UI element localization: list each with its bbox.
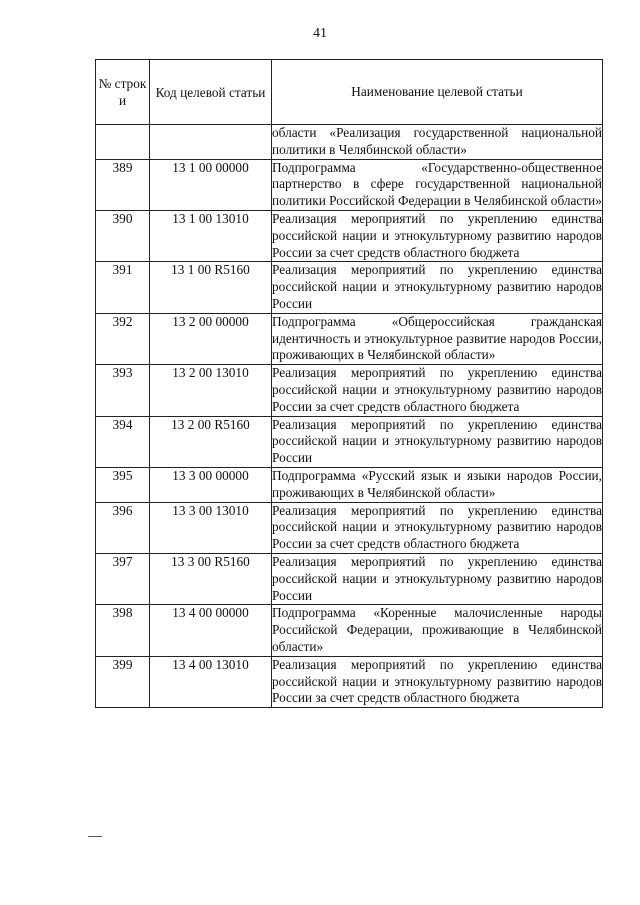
header-article-name: Наименование целевой статьи — [272, 60, 603, 125]
row-number-cell: 389 — [96, 159, 150, 210]
article-name-cell: Реализация мероприятий по укреплению единства российской нации и этнокультурному развитию народов России за счет средств областного бюджета — [272, 210, 603, 261]
table-row — [96, 159, 603, 210]
article-code-cell: 13 1 00 13010 — [150, 210, 272, 261]
page-edge-mark — [88, 836, 102, 837]
article-code-cell: 13 1 00 00000 — [150, 159, 272, 210]
table-row — [96, 313, 603, 364]
header-row-number: № строк и — [96, 60, 150, 125]
continuation-name-cell: области «Реализация государственной национальной политики в Челябинской области» — [272, 125, 603, 160]
article-code-cell: 13 3 00 R5160 — [150, 553, 272, 604]
row-number-cell: 392 — [96, 313, 150, 364]
article-name-cell: Подпрограмма «Русский язык и языки народов России, проживающих в Челябинской области» — [272, 467, 603, 502]
article-code-cell: 13 2 00 R5160 — [150, 416, 272, 467]
continuation-num-cell — [96, 125, 150, 160]
table-row — [96, 262, 603, 313]
article-code-cell: 13 1 00 R5160 — [150, 262, 272, 313]
article-name-cell: Подпрограмма «Общероссийская гражданская идентичность и этнокультурное развитие народов России, проживающих в Челябинской области» — [272, 313, 603, 364]
table-row — [96, 605, 603, 656]
row-number-cell: 395 — [96, 467, 150, 502]
table-row — [96, 502, 603, 553]
row-number-cell: 396 — [96, 502, 150, 553]
page-number: 41 — [313, 26, 327, 41]
article-name-cell: Реализация мероприятий по укреплению единства российской нации и этнокультурному развитию народов России — [272, 553, 603, 604]
row-number-cell: 394 — [96, 416, 150, 467]
continuation-row — [96, 125, 603, 160]
table-row — [96, 467, 603, 502]
row-number-cell: 391 — [96, 262, 150, 313]
table-row — [96, 210, 603, 261]
header-article-code: Код целевой статьи — [150, 60, 272, 125]
article-code-cell: 13 2 00 13010 — [150, 365, 272, 416]
article-name-cell: Подпрограмма «Коренные малочисленные народы Российской Федерации, проживающие в Челябинской области» — [272, 605, 603, 656]
article-code-cell: 13 4 00 00000 — [150, 605, 272, 656]
article-name-cell: Реализация мероприятий по укреплению единства российской нации и этнокультурному развитию народов России — [272, 416, 603, 467]
table-row — [96, 416, 603, 467]
target-articles-table — [95, 59, 603, 708]
table-row — [96, 553, 603, 604]
row-number-cell: 399 — [96, 656, 150, 707]
table-body — [96, 125, 603, 708]
table-row — [96, 656, 603, 707]
article-name-cell: Реализация мероприятий по укреплению единства российской нации и этнокультурному развитию народов России за счет средств областного бюджета — [272, 656, 603, 707]
row-number-cell: 398 — [96, 605, 150, 656]
article-code-cell: 13 3 00 13010 — [150, 502, 272, 553]
article-name-cell: Подпрограмма «Государственно-общественное партнерство в сфере государственной национальной политики Российской Федерации в Челябинской области» — [272, 159, 603, 210]
row-number-cell: 397 — [96, 553, 150, 604]
article-code-cell: 13 3 00 00000 — [150, 467, 272, 502]
article-name-cell: Реализация мероприятий по укреплению единства российской нации и этнокультурному развитию народов России за счет средств областного бюджета — [272, 502, 603, 553]
row-number-cell: 393 — [96, 365, 150, 416]
article-code-cell: 13 2 00 00000 — [150, 313, 272, 364]
article-name-cell: Реализация мероприятий по укреплению единства российской нации и этнокультурному развитию народов России — [272, 262, 603, 313]
table-row — [96, 365, 603, 416]
table-header-row — [96, 60, 603, 125]
row-number-cell: 390 — [96, 210, 150, 261]
article-name-cell: Реализация мероприятий по укреплению единства российской нации и этнокультурному развитию народов России за счет средств областного бюджета — [272, 365, 603, 416]
article-code-cell: 13 4 00 13010 — [150, 656, 272, 707]
continuation-code-cell — [150, 125, 272, 160]
